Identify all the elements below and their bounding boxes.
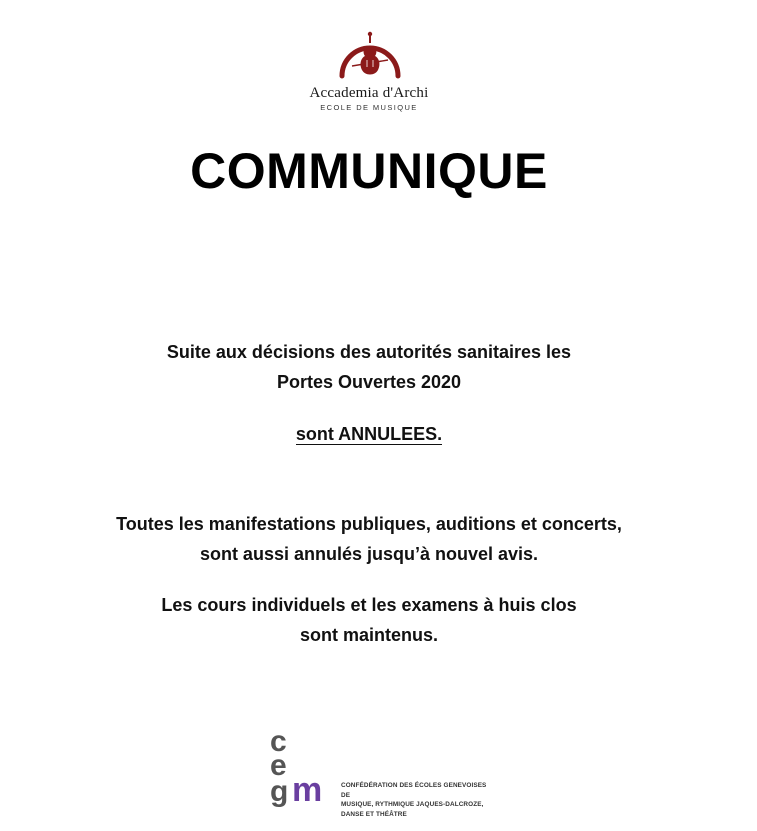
p1-line-2: Portes Ouvertes 2020 [276,372,462,392]
svg-text:g: g [270,775,289,808]
p3-line-2: sont aussi annulés jusqu’à nouvel avis. [199,544,539,564]
school-name: Accademia d'Archi [309,85,429,101]
announcement-paragraph-4 [0,590,738,650]
org-line-1: CONFÉDÉRATION DES ÉCOLES GENEVOISES DE [341,782,487,799]
p1-line-1: Suite aux décisions des autorités sanitaires les [166,342,572,362]
svg-text:e: e [270,749,287,782]
svg-text:c: c [270,727,287,758]
cegm-logo-icon [268,727,342,809]
p4-line-1: Les cours individuels et les examens à huis clos [161,595,577,615]
announcement-paragraph-1 [0,337,738,397]
cancellation-notice [0,419,738,449]
cancellation-text: sont ANNULEES. [295,424,443,444]
announcement-paragraph-3 [0,509,738,569]
p4-line-2: sont maintenus. [299,625,438,645]
org-line-2: MUSIQUE, RYTHMIQUE JAQUES-DALCROZE, [341,801,484,808]
svg-text:m: m [292,771,323,809]
school-subtitle: ECOLE DE MUSIQUE [320,103,418,112]
org-line-3: DANSE ET THÉÂTRE [341,810,407,818]
page-title: COMMUNIQUE [190,143,548,199]
p3-line-1: Toutes les manifestations publiques, auditions et concerts, [116,514,622,534]
org-name [341,781,491,819]
violin-logo-icon [338,30,402,86]
